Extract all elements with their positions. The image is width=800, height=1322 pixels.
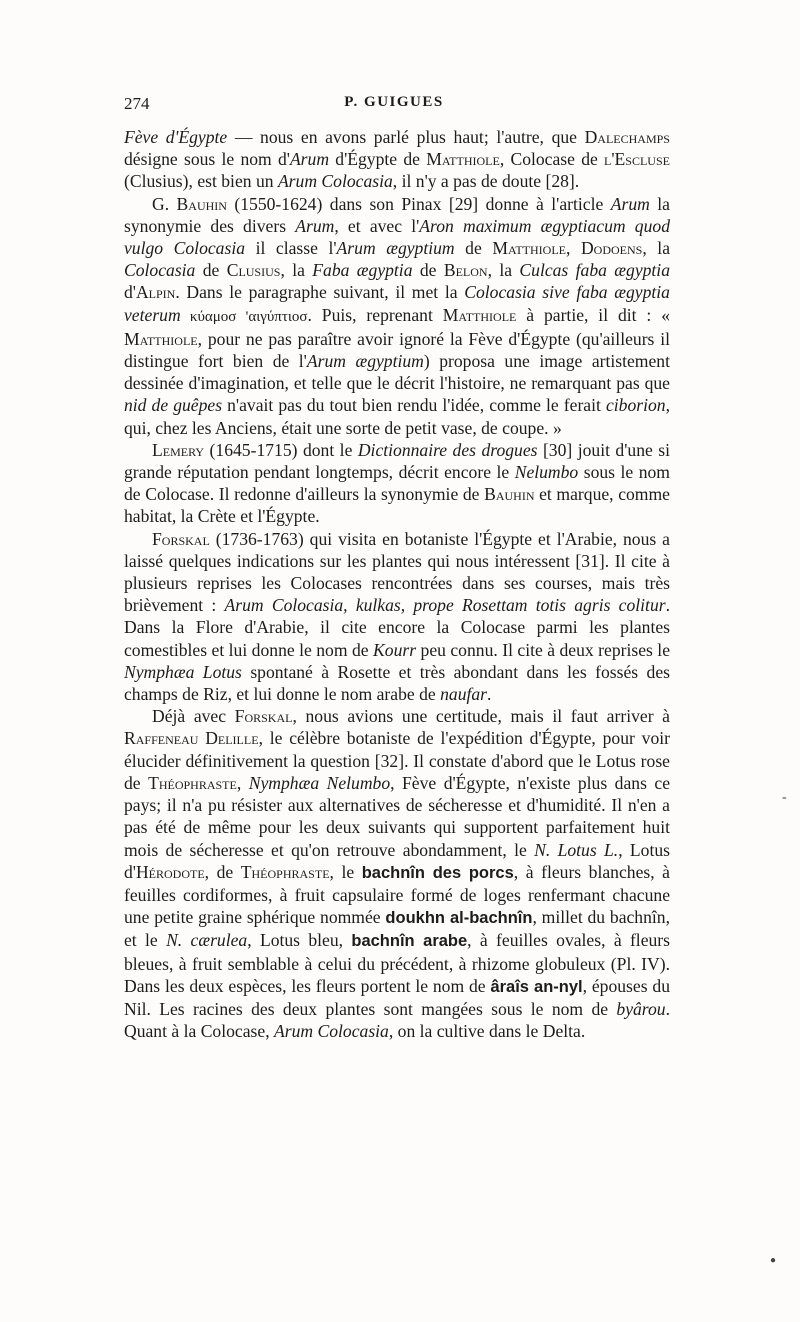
body-text [124, 126, 670, 1042]
paragraph-1: Fève d'Égypte — nous en avons parlé plus haut; l'autre, que Dalechamps désigne sous le nom d'Arum d'Égypte de Matthiole, Colocase de l'Escluse (Clusius), est bien un Arum Colocasia, il n'y a pas de doute [28]. [124, 127, 670, 192]
paragraph-4: Forskal (1736-1763) qui visita en botaniste l'Égypte et l'Arabie, nous a laissé quelques indications sur les plantes qui nous intéressent [31]. Il cite à plusieurs reprises les Colocases rencontrées dans ses courses, mais très brièvement : Arum Colocasia, kulkas, prope Rosettam totis agris colitur. Dans la Flore d'Arabie, il cite encore la Colocase parmi les plantes comestibles et lui donne le nom de Kourr peu connu. Il cite à deux reprises le Nymphæa Lotus spontané à Rosette et très abondant dans les fossés des champs de Riz, et lui donne le nom arabe de naufar. [124, 528, 671, 705]
paragraph-2: G. Bauhin (1550-1624) dans son Pinax [29] donne à l'article Arum la synonymie des divers Arum, et avec l'Aron maximum ægyptiacum quod vulgo Colocasia il classe l'Arum ægyptium de Matthiole, Dodoens, la Colocasia de Clusius, la Faba ægyptia de Belon, la Culcas faba ægyptia d'Alpin. Dans le paragraphe suivant, il met la Colocasia sive faba ægyptia veterum κύαμοσ 'αιγύπτιοσ. Puis, reprenant Matthiole à partie, il dit : « Matthiole, pour ne pas paraître avoir ignoré la Fève d'Égypte (qu'ailleurs il distingue fort bien de l'Arum ægyptium) proposa une image artistement dessinée d'imagination, et telle que le décrit l'histoire, ne remarquant pas que nid de guêpes n'avait pas du tout bien rendu l'idée, comme le ferait ciborion, qui, chez les Anciens, était une sorte de petit vase, de coupe. » [124, 193, 671, 438]
page-header [124, 94, 664, 118]
paragraph-3: Lemery (1645-1715) dont le Dictionnaire des drogues [30] jouit d'une si grande réputation pendant longtemps, décrit encore le Nelumbo sous le nom de Colocase. Il redonne d'ailleurs la synonymie de Bauhin et marque, comme habitat, la Crète et l'Égypte. [124, 439, 670, 527]
paragraph-5: Déjà avec Forskal, nous avions une certitude, mais il faut arriver à Raffeneau Delille, le célèbre botaniste de l'expédition d'Égypte, pour voir élucider définitivement la question [32]. Il constate d'abord que le Lotus rose de Théophraste, Nymphæa Nelumbo, Fève d'Égypte, n'existe plus dans ce pays; il n'a pu résister aux alternatives de sécheresse et d'humidité. Il n'en a pas été de même pour les deux suivants qui supportent parfaitement huit mois de sécheresse et qu'on retrouve abondamment, le N. Lotus L., Lotus d'Hérodote, de Théophraste, le bachnîn des porcs, à fleurs blanches, à feuilles cordiformes, à fruit capsulaire formé de loges renfermant chacune une petite graine sphérique nommée doukhn al-bachnîn, millet du bachnîn, et le N. cærulea, Lotus bleu, bachnîn arabe, à feuilles ovales, à fleurs bleues, à fruit semblable à celui du précédent, à rhizome globuleux (Pl. IV). Dans les deux espèces, les fleurs portent le nom de âraîs an-nyl, épouses du Nil. Les racines des deux plantes sont mangées sous le nom de byârou. Quant à la Colocase, Arum Colocasia, on la cultive dans le Delta. [124, 706, 671, 1042]
margin-dash: - [782, 790, 787, 805]
margin-dot: ● [770, 1255, 777, 1266]
running-title: P. GUIGUES [344, 94, 444, 110]
page-number: 274 [124, 94, 150, 113]
